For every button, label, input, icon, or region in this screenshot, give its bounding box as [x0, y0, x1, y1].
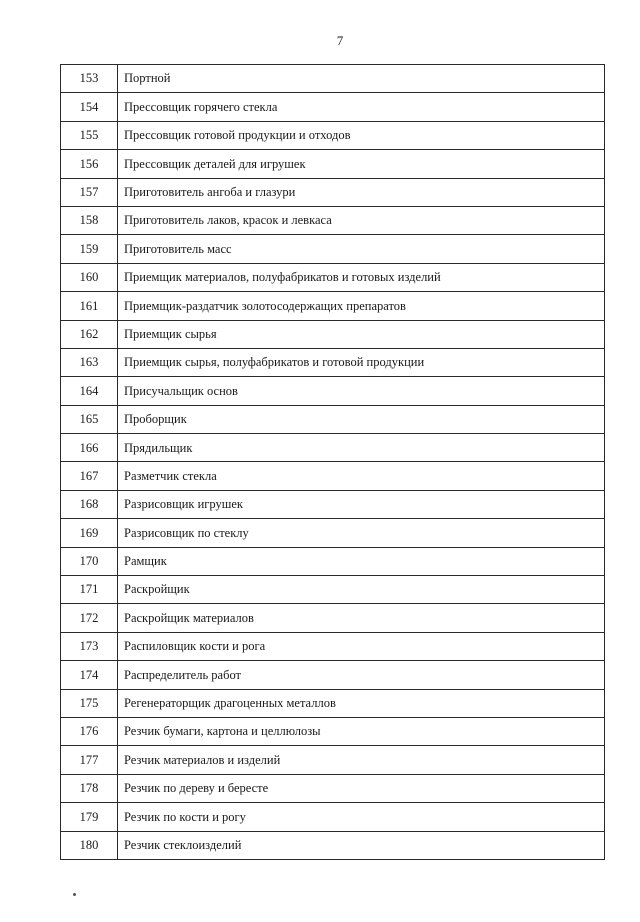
table-row	[61, 434, 605, 462]
row-number: 154	[61, 93, 118, 121]
row-number: 164	[61, 377, 118, 405]
profession-name: Резчик по дереву и бересте	[118, 774, 605, 802]
row-number: 172	[61, 604, 118, 632]
table-row	[61, 831, 605, 859]
table-row	[61, 604, 605, 632]
row-number: 166	[61, 434, 118, 462]
row-number: 165	[61, 405, 118, 433]
profession-name: Приемщик сырья	[118, 320, 605, 348]
row-number: 168	[61, 490, 118, 518]
profession-name: Приемщик материалов, полуфабрикатов и готовых изделий	[118, 263, 605, 291]
row-number: 177	[61, 746, 118, 774]
table-row	[61, 519, 605, 547]
row-number: 173	[61, 632, 118, 660]
profession-name: Портной	[118, 65, 605, 93]
profession-name: Прессовщик готовой продукции и отходов	[118, 121, 605, 149]
profession-name: Приготовитель ангоба и глазури	[118, 178, 605, 206]
table-row	[61, 462, 605, 490]
profession-name: Резчик стеклоизделий	[118, 831, 605, 859]
profession-name: Раскройщик	[118, 576, 605, 604]
table-row	[61, 547, 605, 575]
table-row	[61, 405, 605, 433]
table-row	[61, 121, 605, 149]
row-number: 180	[61, 831, 118, 859]
row-number: 174	[61, 661, 118, 689]
table-row	[61, 803, 605, 831]
table-row	[61, 320, 605, 348]
profession-name: Прядильщик	[118, 434, 605, 462]
profession-name: Резчик по кости и рогу	[118, 803, 605, 831]
table-row	[61, 717, 605, 745]
table-row	[61, 576, 605, 604]
row-number: 157	[61, 178, 118, 206]
profession-name: Прессовщик горячего стекла	[118, 93, 605, 121]
profession-name: Прессовщик деталей для игрушек	[118, 150, 605, 178]
table-row	[61, 774, 605, 802]
row-number: 170	[61, 547, 118, 575]
row-number: 159	[61, 235, 118, 263]
row-number: 176	[61, 717, 118, 745]
row-number: 161	[61, 292, 118, 320]
table-row	[61, 263, 605, 291]
row-number: 156	[61, 150, 118, 178]
table-body	[61, 65, 605, 860]
profession-name: Проборщик	[118, 405, 605, 433]
table-row	[61, 377, 605, 405]
table-row	[61, 93, 605, 121]
profession-table	[60, 64, 605, 860]
row-number: 160	[61, 263, 118, 291]
table-row	[61, 746, 605, 774]
table-row	[61, 661, 605, 689]
profession-name: Приготовитель масс	[118, 235, 605, 263]
profession-name: Приготовитель лаков, красок и левкаса	[118, 206, 605, 234]
row-number: 169	[61, 519, 118, 547]
page-number: 7	[336, 33, 344, 48]
table-row	[61, 632, 605, 660]
row-number: 163	[61, 348, 118, 376]
profession-name: Разрисовщик по стеклу	[118, 519, 605, 547]
row-number: 178	[61, 774, 118, 802]
table-row	[61, 150, 605, 178]
profession-name: Регенераторщик драгоценных металлов	[118, 689, 605, 717]
profession-name: Разметчик стекла	[118, 462, 605, 490]
row-number: 175	[61, 689, 118, 717]
row-number: 167	[61, 462, 118, 490]
table-row	[61, 235, 605, 263]
table-row	[61, 348, 605, 376]
table-row	[61, 65, 605, 93]
profession-name: Резчик бумаги, картона и целлюлозы	[118, 717, 605, 745]
profession-name: Раскройщик материалов	[118, 604, 605, 632]
profession-name: Присучальщик основ	[118, 377, 605, 405]
profession-name: Разрисовщик игрушек	[118, 490, 605, 518]
row-number: 162	[61, 320, 118, 348]
table-row	[61, 490, 605, 518]
row-number: 155	[61, 121, 118, 149]
scan-artifact	[73, 893, 76, 896]
row-number: 153	[61, 65, 118, 93]
row-number: 158	[61, 206, 118, 234]
row-number: 171	[61, 576, 118, 604]
profession-name: Распиловщик кости и рога	[118, 632, 605, 660]
table-row	[61, 178, 605, 206]
table-row	[61, 292, 605, 320]
table-row	[61, 689, 605, 717]
profession-name: Рамщик	[118, 547, 605, 575]
row-number: 179	[61, 803, 118, 831]
table-row	[61, 206, 605, 234]
profession-name: Резчик материалов и изделий	[118, 746, 605, 774]
profession-name: Распределитель работ	[118, 661, 605, 689]
profession-name: Приемщик сырья, полуфабрикатов и готовой продукции	[118, 348, 605, 376]
profession-name: Приемщик-раздатчик золотосодержащих препаратов	[118, 292, 605, 320]
